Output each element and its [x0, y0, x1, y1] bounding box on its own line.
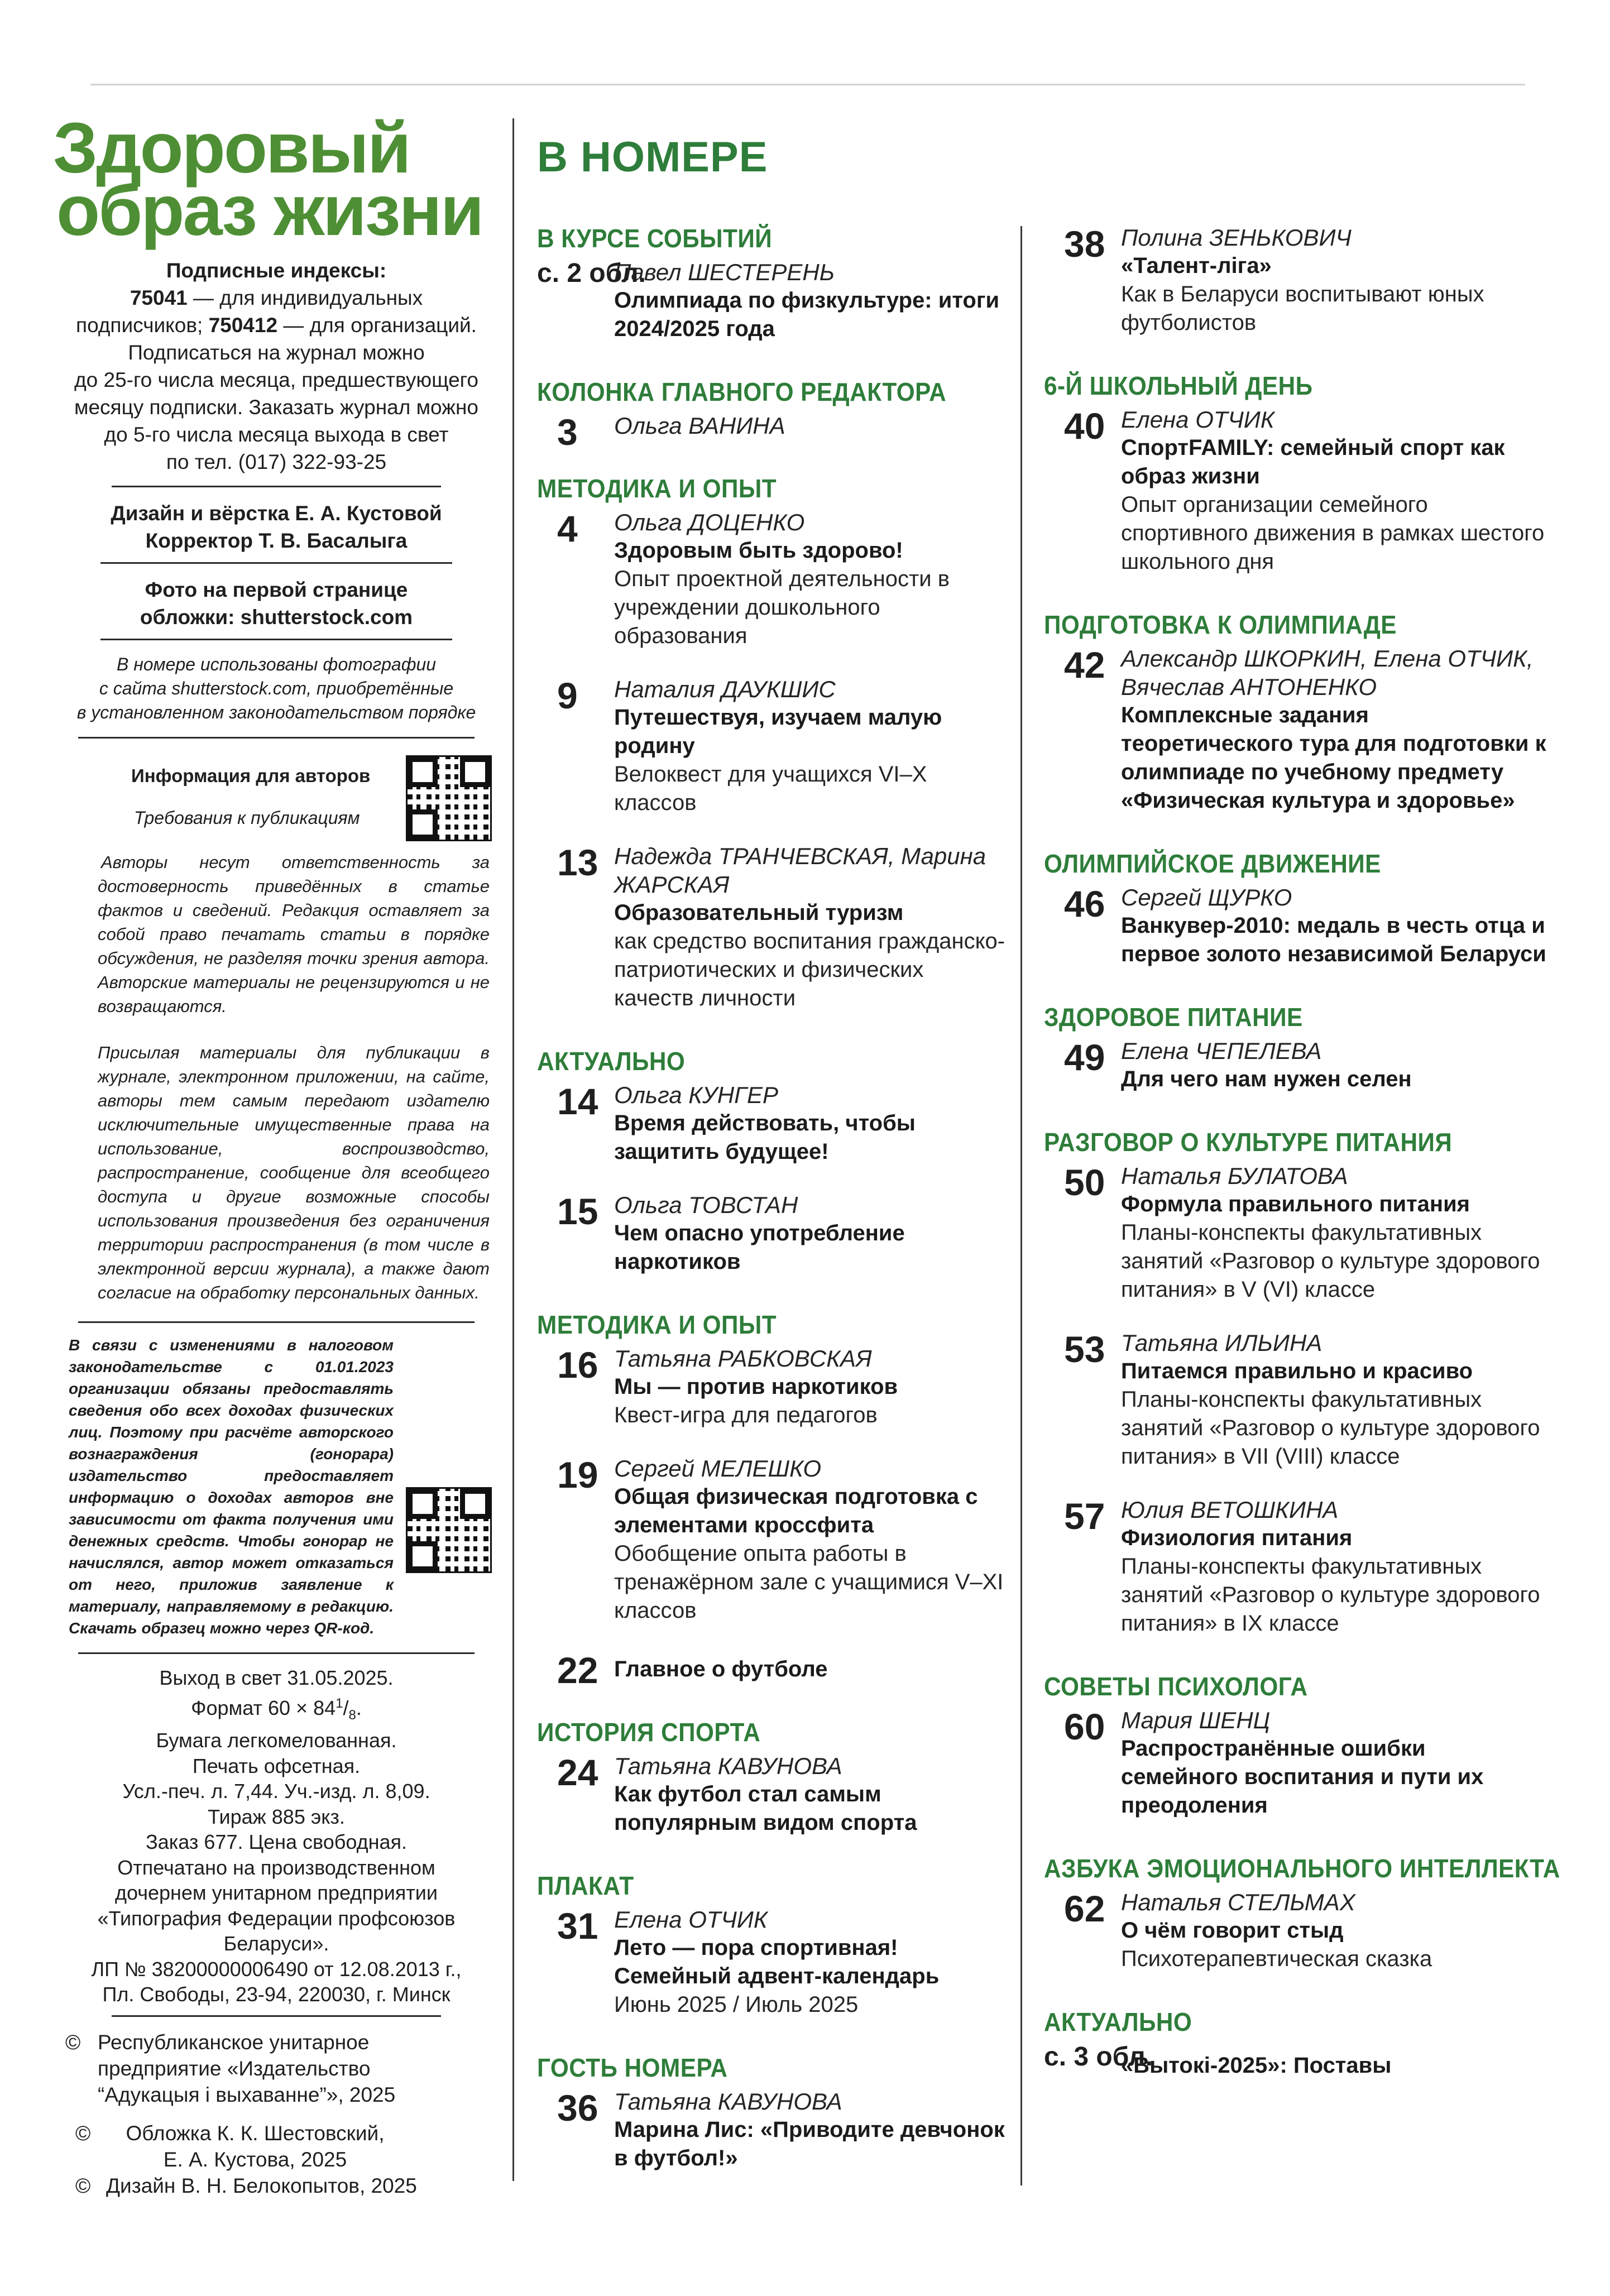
toc-entry[interactable] [537, 1081, 1006, 1166]
section-heading: 6-Й ШКОЛЬНЫЙ ДЕНЬ [1044, 371, 1313, 400]
format-sub: 8 [348, 1707, 356, 1723]
entry-author: Елена ЧЕПЕЛЕВА [1121, 1038, 1322, 1064]
page-number: 31 [557, 1905, 598, 1947]
entry-title: Физиология питания [1121, 1526, 1353, 1550]
imprint-line: Отпечатано на производственном [117, 1856, 435, 1879]
section-heading: ГОСТЬ НОМЕРА [537, 2053, 728, 2082]
entry-title: Главное о футболе [614, 1657, 828, 1681]
section-heading: РАЗГОВОР О КУЛЬТУРЕ ПИТАНИЯ [1044, 1128, 1453, 1157]
page-number: 15 [557, 1191, 598, 1232]
copyright-line: Республиканское унитарное [98, 2030, 370, 2054]
page-number: 13 [557, 842, 598, 883]
section-heading: ПОДГОТОВКА К ОЛИМПИАДЕ [1044, 610, 1397, 639]
entry-author: Татьяна ИЛЬИНА [1121, 1330, 1322, 1356]
page-number: 50 [1064, 1162, 1105, 1203]
format-suffix: . [356, 1696, 362, 1719]
entry-description: Планы-конспекты факультативных занятий «Разговор о культуре здорового питания» в IX классе [1121, 1554, 1540, 1636]
toc-entry[interactable] [537, 1191, 1006, 1276]
section-heading: АЗБУКА ЭМОЦИОНАЛЬНОГО ИНТЕЛЛЕКТА [1044, 1854, 1560, 1883]
imprint-line: Печать офсетная. [192, 1754, 361, 1777]
format-sup: 1 [336, 1695, 343, 1711]
toc-section [537, 223, 1006, 343]
column-divider [512, 118, 514, 2181]
toc-entry[interactable] [537, 1454, 1006, 1625]
logo-line-2: образ жизни [56, 171, 483, 251]
tax-note-block [53, 1334, 500, 1639]
copyright-line: “Адукацыя і выхаванне”», 2025 [98, 2083, 396, 2106]
entry-title: Чем опасно употребление наркотиков [614, 1221, 905, 1274]
page-number: 49 [1064, 1037, 1105, 1078]
photos-note-line: В номере использованы фотографии [116, 654, 437, 674]
logo-line-1: Здоровый [53, 108, 410, 188]
section-heading: АКТУАЛЬНО [1044, 2007, 1192, 2036]
entry-author: Мария ШЕНЦ [1121, 1707, 1271, 1733]
photo-credit-line: Фото на первой странице [145, 578, 408, 601]
page-number: 46 [1064, 883, 1105, 924]
entry-title: Путешествуя, изучаем малую родину [614, 705, 942, 758]
entry-description: Квест-игра для педагогов [614, 1403, 878, 1427]
toc-section [537, 1046, 1006, 1276]
photos-note [53, 653, 500, 725]
toc-section [537, 2053, 1006, 2173]
entry-title: Для чего нам нужен селен [1121, 1067, 1412, 1091]
column-divider [1020, 226, 1022, 2185]
section-heading: МЕТОДИКА И ОПЫТ [537, 474, 777, 503]
divider [100, 562, 452, 564]
toc-entry[interactable] [537, 2087, 1006, 2173]
entry-author: Татьяна РАБКОВСКАЯ [614, 1345, 872, 1372]
copyright-block [53, 2029, 500, 2199]
toc-entry[interactable] [1044, 883, 1546, 969]
entry-author: Ольга КУНГЕР [614, 1082, 779, 1108]
divider [78, 1321, 475, 1323]
imprint-line: Выход в свет 31.05.2025. [159, 1666, 394, 1689]
entry-title: Лето — пора спортивная! Семейный адвент-календарь [614, 1935, 940, 1988]
entry-description: Опыт организации семейного спортивного движения в рамках шестого школьного дня [1121, 492, 1545, 574]
toc-section [1044, 371, 1546, 576]
copyright-publisher [53, 2029, 500, 2108]
copyright-line: предприятие «Издательство [98, 2057, 371, 2080]
page-number: 14 [557, 1081, 598, 1122]
entry-description: Психотерапевтическая сказка [1121, 1947, 1432, 1971]
toc-entry[interactable] [1044, 1329, 1546, 1471]
section-heading: ИСТОРИЯ СПОРТА [537, 1718, 761, 1747]
entry-author: Павел ШЕСТЕРЕНЬ [614, 259, 835, 285]
page-number: 42 [1064, 644, 1105, 686]
toc-entry[interactable] [1044, 1162, 1546, 1304]
divider [78, 1652, 475, 1654]
subscription-line-2a: подписчиков; [76, 314, 209, 337]
entry-author: Елена ОТЧИК [1121, 406, 1274, 433]
toc-column-2 [1044, 223, 1560, 2113]
entry-title: Мы — против наркотиков [614, 1374, 898, 1399]
toc-entry[interactable] [537, 842, 1006, 1013]
corrector-credit: Корректор Т. В. Басалыга [145, 529, 408, 552]
page-number: 16 [557, 1344, 598, 1386]
toc-entry[interactable] [1044, 644, 1546, 815]
toc-entry[interactable] [537, 675, 1006, 817]
page-number: с. 3 обл. [1044, 2042, 1153, 2072]
entry-title: Распространённые ошибки семейного воспитания и пути их преодоления [1121, 1736, 1484, 1818]
entry-author: Татьяна КАВУНОВА [614, 2088, 842, 2115]
entry-author: Наталия ДАУКШИС [614, 676, 836, 702]
entry-author: Ольга ТОВСТАН [614, 1192, 798, 1218]
entry-title: Как футбол стал самым популярным видом спорта [614, 1782, 917, 1835]
entry-title: Образовательный туризм [614, 900, 904, 925]
page-number: 60 [1064, 1706, 1105, 1747]
section-heading: КОЛОНКА ГЛАВНОГО РЕДАКТОРА [537, 377, 947, 406]
design-credit: Дизайн и вёрстка Е. А. Кустовой [111, 502, 442, 525]
subscription-text: по тел. (017) 322-93-25 [166, 450, 387, 473]
imprint-line: Пл. Свободы, 23-94, 220030, г. Минск [102, 1983, 451, 2006]
toc-section [537, 377, 1006, 453]
entry-author: Елена ОТЧИК [614, 1906, 768, 1933]
subscription-text: до 25-го числа месяца, предшествующего [74, 368, 478, 391]
photo-credit [53, 576, 500, 631]
entry-author: Надежда ТРАНЧЕВСКАЯ, Марина ЖАРСКАЯ [614, 843, 986, 898]
imprint-line: Тираж 885 экз. [208, 1805, 345, 1828]
page-number: 57 [1064, 1495, 1105, 1537]
toc-section [537, 473, 1006, 1013]
copyright-line: Обложка К. К. Шестовский, [126, 2121, 385, 2145]
subscription-info [53, 257, 500, 476]
entry-author: Сергей ЩУРКО [1121, 884, 1292, 910]
authors-para-1: Авторы несут ответственность за достоверность приведённых в статье фактов и сведений. Редакция оставляет за собой право печатать статьи в порядке обсуждения, не разделяя точки зрения автора. Авторские материалы не рецензируются и не возвращаются. [98, 852, 490, 1016]
section-heading: МЕТОДИКА И ОПЫТ [537, 1310, 777, 1339]
toc-title: В НОМЕРЕ [537, 133, 768, 181]
index-organization-text: — для организаций. [277, 314, 477, 337]
toc-entry[interactable] [537, 508, 1006, 650]
toc-entry[interactable] [537, 1650, 1006, 1691]
page-number: 53 [1064, 1329, 1105, 1370]
page-number: 19 [557, 1454, 598, 1495]
entry-author: Наталья СТЕЛЬМАХ [1121, 1889, 1355, 1915]
top-rule [90, 84, 1525, 85]
imprint-line: ЛП № 38200000006490 от 12.08.2013 г., [91, 1957, 462, 1981]
copyright-line: Дизайн В. Н. Белокопытов, 2025 [106, 2174, 417, 2197]
imprint [53, 1665, 500, 2007]
entry-description: Как в Беларуси воспитывают юных футболистов [1121, 282, 1484, 335]
entry-title: Формула правильного питания [1121, 1192, 1470, 1216]
entry-title: Олимпиада по физкультуре: итоги 2024/2025 года [614, 288, 1000, 341]
entry-title: Комплексные задания теоретического тура для подготовки к олимпиаде по учебному предмету «Физическая культура и здоровье» [1121, 703, 1546, 813]
entry-author: Ольга ВАНИНА [614, 413, 785, 439]
entry-author: Юлия ВЕТОШКИНА [1121, 1497, 1339, 1523]
copyright-cover [53, 2120, 411, 2173]
authors-info-title: Информация для авторов [131, 765, 371, 786]
subscription-text: до 5-го числа месяца выхода в свет [104, 423, 449, 446]
qr-code-icon[interactable] [406, 1487, 492, 1573]
entry-description: Опыт проектной деятельности в учреждении дошкольного образования [614, 567, 950, 648]
toc-entry[interactable] [1044, 223, 1546, 337]
divider [112, 2015, 441, 2017]
entry-title: Марина Лис: «Приводите девчонок в футбол!» [614, 2117, 1005, 2170]
page-number: 3 [557, 411, 578, 453]
toc-entry[interactable] [537, 411, 1006, 453]
format-line: Формат $60 \times 84^1/_8$. [191, 1695, 362, 1723]
toc-entry[interactable] [1044, 1706, 1546, 1820]
photo-credit-line: обложки: shutterstock.com [140, 606, 413, 629]
toc-section [1044, 610, 1546, 815]
magazine-logo [53, 108, 500, 251]
page-number: 4 [557, 508, 578, 549]
entry-title: Общая физическая подготовка с элементами кроссфита [614, 1484, 978, 1537]
entry-title: «Талент-ліга» [1121, 253, 1272, 278]
toc-section [537, 1871, 1006, 2019]
toc-section [1044, 2007, 1546, 2080]
entry-author: Полина ЗЕНЬКОВИЧ [1121, 224, 1352, 251]
entry-description: Планы-конспекты факультативных занятий «Разговор о культуре здорового питания» в V (VI) классе [1121, 1220, 1540, 1302]
entry-description: Июнь 2025 / Июль 2025 [614, 1992, 859, 2017]
tax-note: В связи с изменениями в налоговом законодательстве с 01.01.2023 организации обязаны предоставлять сведения обо всех доходах физических лиц. Поэтому при расчёте авторского вознаграждения (гонорара) издательство предоставляет информацию о доходах авторов вне зависимости от факта получения ими денежных средств. Чтобы гонорар не начислялся, автор может отказаться от него, приложив заявление к материалу, направляемому в редакцию. Скачать образец можно через QR-код. [69, 1336, 394, 1637]
subscription-text: месяцу подписки. Заказать журнал можно [74, 396, 478, 419]
page-number: 22 [557, 1650, 598, 1691]
authors-info-subtitle: Требования к публикациям [134, 808, 360, 828]
copyright-symbol: © [75, 2121, 91, 2145]
divider [78, 737, 475, 739]
page-number: 62 [1064, 1888, 1105, 1929]
copyright-line: Е. А. Кустова, 2025 [163, 2148, 347, 2171]
entry-author: Татьяна КАВУНОВА [614, 1753, 842, 1779]
page-number: 24 [557, 1752, 598, 1793]
authors-para-2: Присылая материалы для публикации в журнале, электронном приложении, на сайте, авторы тем самым передают издателю исключительные имущественные права на использование, воспроизводство, распространение, сообщение для всеобщего доступа и другие возможные способы использования произведения без ограничения территории распространения (в том числе в электронной версии журнала), а также дают согласие на обработку персональных данных. [98, 1043, 490, 1302]
toc-section [1044, 1853, 1560, 1973]
imprint-line: «Типография Федерации профсоюзов [97, 1906, 456, 1930]
entry-title: Питаемся правильно и красиво [1121, 1359, 1473, 1383]
toc-entry[interactable] [537, 1344, 1006, 1430]
page-number: 40 [1064, 405, 1105, 447]
entry-title: Время действовать, чтобы защитить будущее! [614, 1111, 916, 1164]
subscription-lines [53, 339, 500, 476]
entry-author: Наталья БУЛАТОВА [1121, 1163, 1348, 1189]
page-number: с. 2 обл. [537, 258, 646, 288]
section-heading: ПЛАКАТ [537, 1871, 634, 1900]
entry-description: Велоквест для учащихся VI–X классов [614, 762, 927, 815]
toc-section [1044, 1002, 1546, 1094]
entry-author: Сергей МЕЛЕШКО [614, 1455, 822, 1482]
section-heading: ЗДОРОВОЕ ПИТАНИЕ [1044, 1003, 1303, 1032]
toc-entry[interactable] [1044, 405, 1546, 576]
entry-author: Александр ШКОРКИН, Елена ОТЧИК, Вячеслав АНТОНЕНКО [1121, 645, 1534, 700]
copyright-symbol: © [75, 2174, 91, 2197]
toc-section [537, 1717, 1006, 1837]
subscription-text: Подписаться на журнал можно [128, 341, 425, 364]
toc-section [1044, 223, 1546, 337]
imprint-line: Беларуси». [223, 1932, 329, 1955]
divider [112, 486, 441, 487]
section-heading: АКТУАЛЬНО [537, 1047, 686, 1076]
entry-title: Здоровым быть здорово! [614, 538, 903, 563]
subscription-line-2 [53, 311, 500, 339]
toc-entry[interactable] [537, 258, 1006, 343]
imprint-line: дочернем унитарном предприятии [114, 1881, 438, 1905]
qr-code-icon[interactable] [406, 755, 492, 841]
index-individual-text: — для индивидуальных [187, 286, 423, 309]
toc-entry[interactable] [1044, 2041, 1546, 2080]
section-heading: СОВЕТЫ ПСИХОЛОГА [1044, 1672, 1308, 1701]
entry-description: как средство воспитания гражданско-патриотических и физических качеств личности [614, 929, 1005, 1010]
entry-author: Ольга ДОЦЕНКО [614, 509, 805, 535]
toc-section [537, 1310, 1006, 1691]
divider [100, 639, 452, 640]
toc-entry[interactable] [1044, 1495, 1546, 1638]
authors-info-header [53, 755, 500, 845]
entry-title: «Вытокі-2025»: Поставы [1121, 2053, 1392, 2078]
imprint-line: Бумага легкомелованная. [156, 1729, 397, 1752]
page-number: 36 [557, 2087, 598, 2129]
format-prefix: Формат 60 × 84 [191, 1696, 336, 1719]
credits-block [53, 500, 500, 554]
photos-note-line: с сайта shutterstock.com, приобретённые [99, 678, 454, 698]
index-individual: 75041 [130, 286, 188, 309]
toc-entry[interactable] [537, 1905, 1006, 2019]
photos-note-line: в установленном законодательством порядке [76, 702, 476, 722]
page-number: 9 [557, 675, 578, 716]
copyright-design [53, 2173, 500, 2199]
entry-description: Обобщение опыта работы в тренажёрном зале с учащимися V–XI классов [614, 1541, 1004, 1623]
imprint-line: Усл.-печ. л. 7,44. Уч.-изд. л. 8,09. [122, 1780, 430, 1803]
entry-title: Ванкувер-2010: медаль в честь отца и первое золото независимой Беларуси [1121, 913, 1546, 966]
entry-title: СпортFAMILY: семейный спорт как образ жизни [1121, 435, 1505, 488]
subscription-line-1 [53, 284, 500, 311]
imprint-line: Заказ 677. Цена свободная. [145, 1830, 408, 1854]
copyright-symbol: © [65, 2030, 81, 2054]
toc-section [1044, 1127, 1546, 1638]
index-organization: 750412 [208, 314, 278, 337]
subscription-heading: Подписные индексы: [166, 259, 387, 282]
section-heading: ОЛИМПИЙСКОЕ ДВИЖЕНИЕ [1044, 849, 1381, 878]
toc-column-1 [537, 223, 1006, 2206]
toc-entry[interactable] [1044, 1888, 1546, 1973]
toc-entry[interactable] [1044, 1037, 1546, 1094]
toc-entry[interactable] [537, 1752, 1006, 1837]
entry-title: О чём говорит стыд [1121, 1918, 1344, 1943]
section-heading: В КУРСЕ СОБЫТИЙ [537, 224, 773, 253]
entry-description: Планы-конспекты факультативных занятий «Разговор о культуре здорового питания» в VII (VIII) классе [1121, 1387, 1540, 1469]
page-number: 38 [1064, 223, 1105, 265]
toc-section [1044, 849, 1546, 969]
imprint-column [53, 108, 500, 2199]
toc-section [1044, 1671, 1546, 1820]
